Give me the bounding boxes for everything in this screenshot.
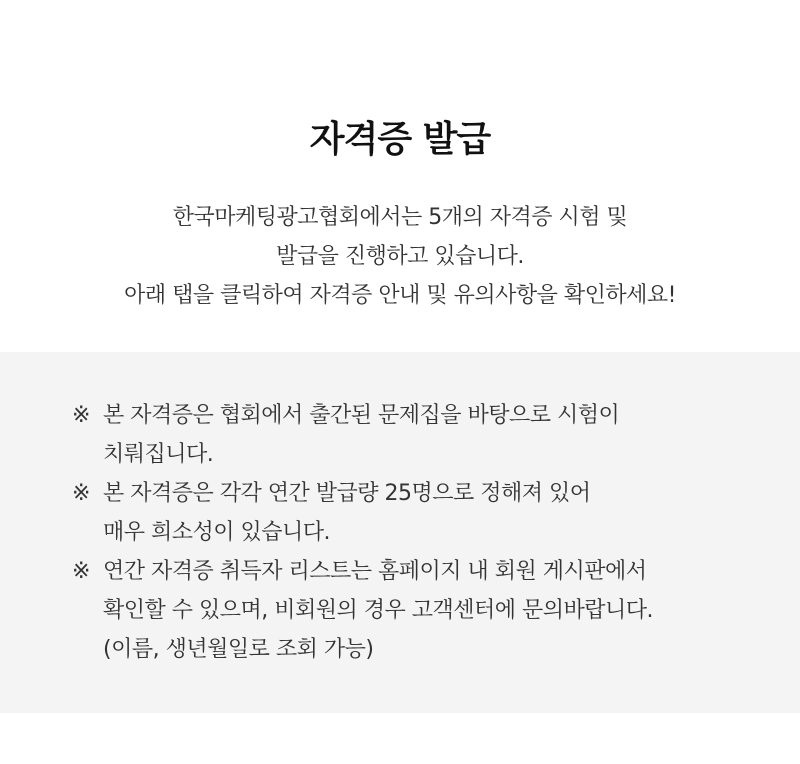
reference-mark-icon: ※ — [72, 481, 90, 506]
notice-line: 본 자격증은 각각 연간 발급량 25명으로 정해져 있어 — [103, 481, 591, 506]
header-section — [0, 0, 800, 352]
notice-line: 연간 자격증 취득자 리스트는 홈페이지 내 회원 게시판에서 — [103, 559, 647, 584]
reference-mark-icon: ※ — [72, 559, 90, 584]
intro-line: 한국마케팅광고협회에서는 5개의 자격증 시험 및 — [172, 205, 628, 230]
footer-spacer — [0, 713, 800, 764]
intro-line: 발급을 진행하고 있습니다. — [276, 244, 524, 269]
notice-item — [72, 396, 752, 474]
reference-mark-icon: ※ — [72, 403, 90, 428]
notice-line: (이름, 생년월일로 조회 가능) — [103, 637, 374, 662]
page-title: 자격증 발급 — [309, 119, 491, 160]
intro-line: 아래 탭을 클릭하여 자격증 안내 및 유의사항을 확인하세요! — [124, 283, 676, 308]
notice-line: 치뤄집니다. — [103, 442, 214, 467]
notice-item — [72, 552, 752, 669]
notice-line: 본 자격증은 협회에서 출간된 문제집을 바탕으로 시험이 — [103, 403, 620, 428]
intro-text — [0, 198, 800, 315]
notice-line: 확인할 수 있으며, 비회원의 경우 고객센터에 문의바랍니다. — [103, 598, 653, 623]
notice-line: 매우 희소성이 있습니다. — [103, 520, 331, 545]
notice-item — [72, 474, 752, 552]
notice-list — [72, 396, 752, 669]
